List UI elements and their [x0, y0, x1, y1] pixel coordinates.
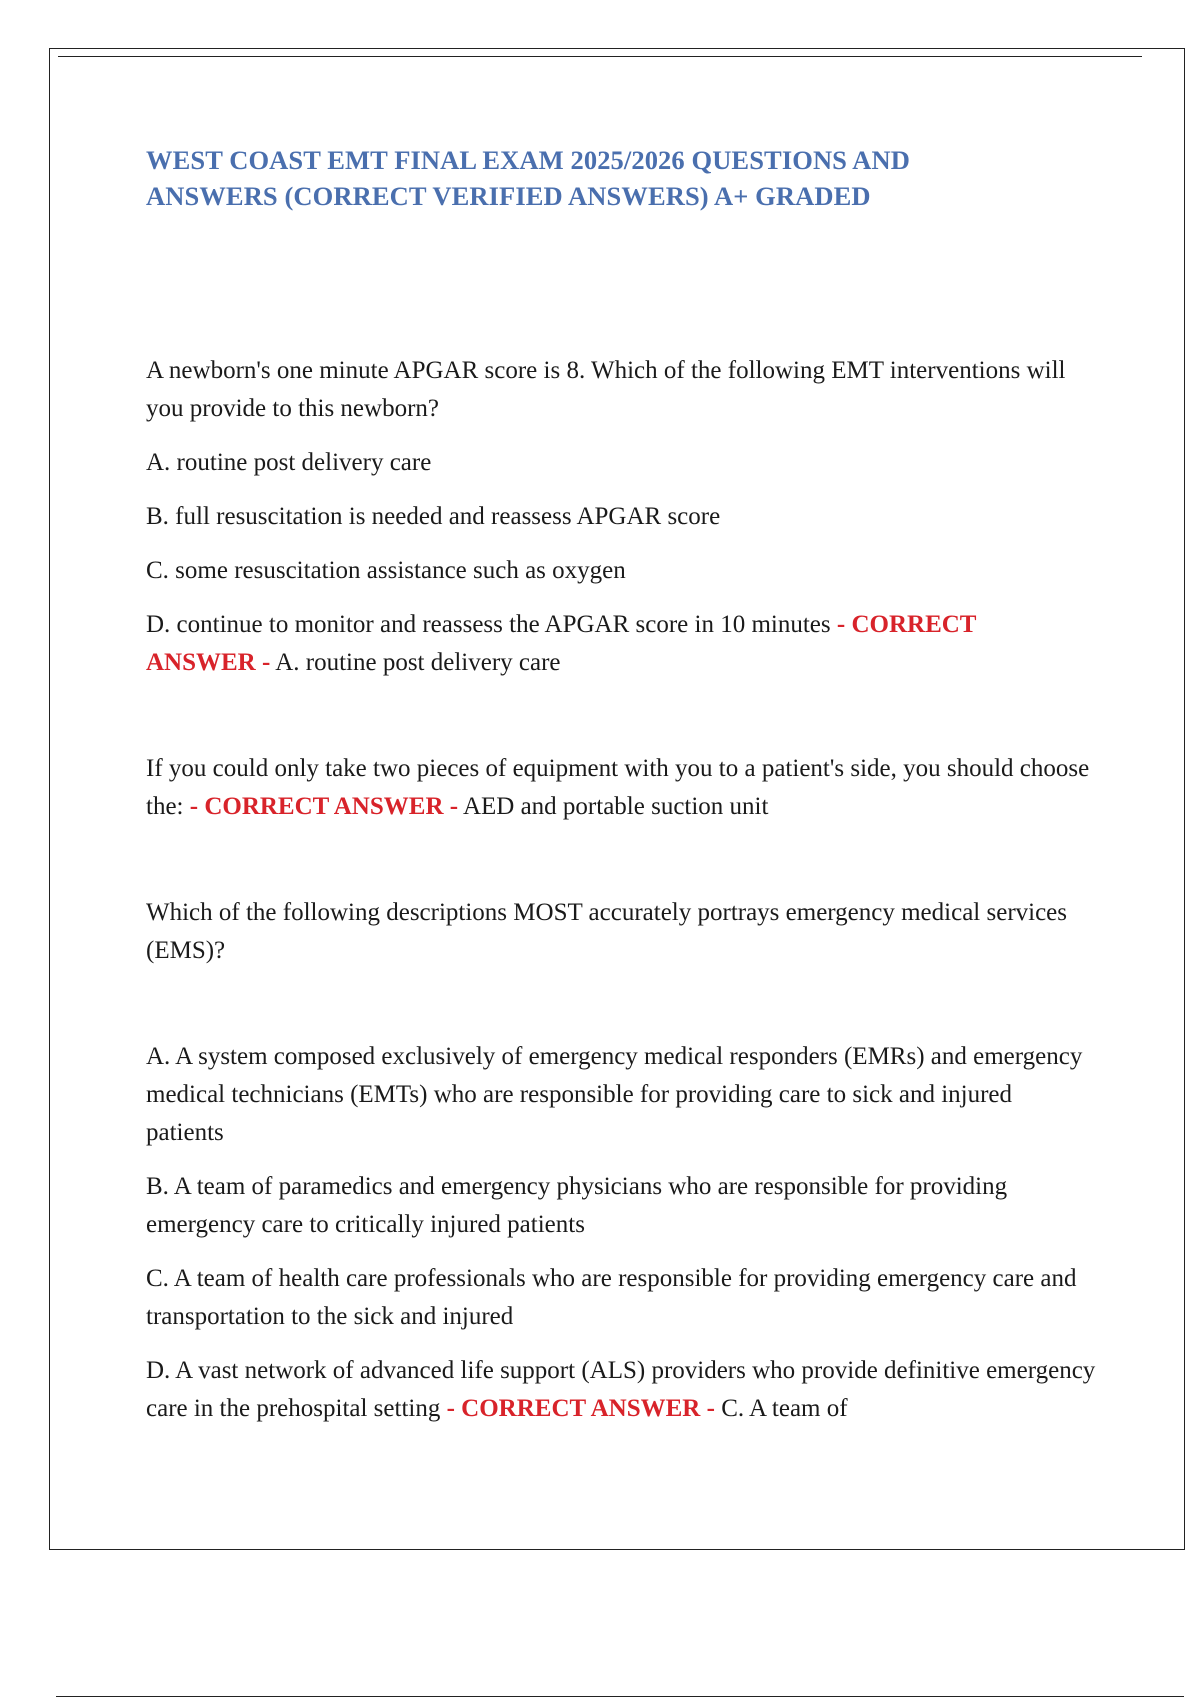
correct-answer-marker-cont: ANSWER - — [146, 649, 271, 676]
question-1-option-d — [146, 606, 1096, 682]
correct-answer-marker: - CORRECT ANSWER - — [189, 793, 459, 820]
title-line-2: ANSWERS (CORRECT VERIFIED ANSWERS) A+ GRADED — [146, 181, 871, 211]
question-1-stem: A newborn's one minute APGAR score is 8. Which of the following EMT interventions will you provide to this newborn? — [146, 357, 1066, 422]
correct-answer-marker: - CORRECT ANSWER - — [446, 1395, 715, 1422]
question-1-answer: A. routine post delivery care — [275, 649, 561, 676]
document-title — [146, 142, 1096, 214]
question-3-option-a: A. A system composed exclusively of emergency medical responders (EMRs) and emergency medical technicians (EMTs) who are responsible for providing care to sick and injured patients — [146, 1043, 1083, 1146]
question-3 — [146, 894, 1096, 1428]
question-1-option-d-text: D. continue to monitor and reassess the APGAR score in 10 minutes — [146, 611, 831, 638]
question-1 — [146, 352, 1096, 682]
question-2-stem-text: If you could only take two pieces of equipment with you to a patient's side, you should choose the: — [146, 755, 1090, 820]
question-3-option-b: B. A team of paramedics and emergency physicians who are responsible for providing emergency care to critically injured patients — [146, 1173, 1008, 1238]
top-rule — [58, 56, 1142, 57]
document-body — [146, 142, 1096, 1428]
question-3-answer: C. A team of — [721, 1395, 848, 1422]
question-2-answer: AED and portable suction unit — [462, 793, 769, 820]
question-1-option-c: C. some resuscitation assistance such as oxygen — [146, 557, 626, 584]
question-3-option-d-text: D. A vast network of advanced life support (ALS) providers who provide definitive emergency care in the prehospital setting — [146, 1357, 1096, 1422]
correct-answer-marker: - CORRECT — [836, 611, 977, 638]
question-2 — [146, 750, 1096, 826]
bottom-rule — [56, 1696, 1184, 1697]
question-1-option-b: B. full resuscitation is needed and reassess APGAR score — [146, 503, 721, 530]
question-2-stem — [146, 750, 1096, 826]
question-3-option-c: C. A team of health care professionals who are responsible for providing emergency care and transportation to the sick and injured — [146, 1265, 1077, 1330]
question-3-option-d — [146, 1352, 1096, 1428]
title-line-1: WEST COAST EMT FINAL EXAM 2025/2026 QUESTIONS AND — [146, 145, 910, 175]
question-3-stem: Which of the following descriptions MOST accurately portrays emergency medical services (EMS)? — [146, 899, 1068, 964]
question-1-option-a: A. routine post delivery care — [146, 449, 432, 476]
